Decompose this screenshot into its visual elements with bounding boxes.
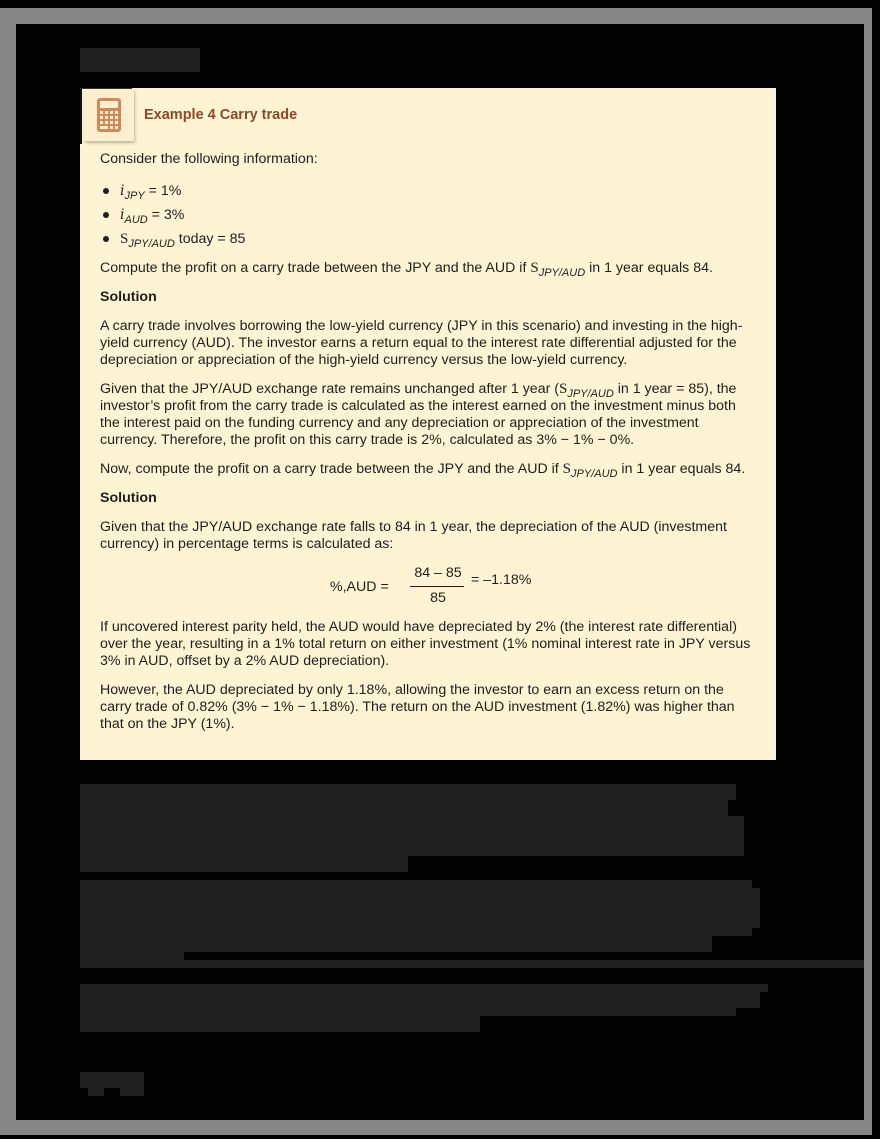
- redacted-page-number: [120, 1088, 144, 1096]
- redacted-footnote: [80, 984, 768, 992]
- corner-mark: [80, 88, 82, 144]
- solution-label-2: Solution: [100, 490, 157, 506]
- solution-paragraph-4: If uncovered interest parity held, the AUD would have depreciated by 2% (the interest rate differential) over the year, resulting in a 1% total return on either investment (1% nominal interest rate in JPY versus 3% in AUD, offset by a 2% AUD depreciation).: [100, 619, 751, 669]
- example-content: [100, 151, 756, 745]
- redacted-page-number: [80, 1072, 144, 1088]
- redacted-paragraph-1: [80, 784, 736, 800]
- calculator-icon-tile: [84, 89, 134, 141]
- info-item-i-jpy: $i_{JPY} = 1\%$: [100, 180, 756, 204]
- solution-paragraph-2: Given that the JPY/AUD exchange rate remains unchanged after 1 year ($S_{JPY/AUD}$ in 1 year = 85), the investor’s profit from the carry trade is calculated as the interest earned on the investment minus both the interest paid on the funding currency and any depreciation or appreciation of the investment currency. Therefore, the profit on this carry trade is 2%, calculated as 3% − 1% − 0%.: [100, 381, 737, 448]
- formula-rhs: = –1.18%: [471, 572, 532, 588]
- example-title: Example 4 Carry trade: [144, 107, 298, 123]
- question-1: Compute the profit on a carry trade between the JPY and the AUD if $S_{JPY/AUD}$ in 1 year equals 84.: [100, 260, 713, 279]
- redacted-paragraph-1: [80, 800, 728, 816]
- solution-label-1: Solution: [100, 289, 157, 305]
- question-2: Now, compute the profit on a carry trade between the JPY and the AUD if $S_{JPY/AUD}$ in 1 year equals 84.: [100, 461, 746, 480]
- calculator-icon: [97, 98, 121, 132]
- redacted-paragraph-2: [80, 888, 760, 928]
- solution-paragraph-5: However, the AUD depreciated by only 1.18%, allowing the investor to earn an excess return on the carry trade of 0.82% (3% − 1% − 1.18%). The return on the AUD investment (1.82%) was higher than that on the JPY (1%).: [100, 682, 735, 732]
- solution-paragraph-3: Given that the JPY/AUD exchange rate falls to 84 in 1 year, the depreciation of the AUD (investment currency) in percentage terms is calculated as:: [100, 519, 727, 552]
- info-item-i-aud: $i_{AUD} = 3\%$: [100, 204, 756, 228]
- redacted-footnote: [80, 1008, 736, 1016]
- redacted-paragraph-2: [80, 952, 184, 960]
- redacted-footnote: [80, 1016, 480, 1032]
- solution-paragraph-1: A carry trade involves borrowing the low-yield currency (JPY in this scenario) and investing in the high-yield currency (AUD). The investor earns a return equal to the interest rate differential adjusted for the depreciation or appreciation of the high-yield currency versus the low-yield currency.: [100, 318, 743, 368]
- example-box: [80, 88, 776, 760]
- box-edge: [772, 88, 776, 760]
- redacted-page-number: [88, 1088, 104, 1096]
- depreciation-formula: [100, 565, 756, 609]
- info-item-spot-rate: $S_{JPY/AUD}$ today = 85: [100, 228, 756, 252]
- formula-numerator: 84 – 85: [414, 565, 462, 581]
- redacted-header: [80, 48, 200, 72]
- redacted-paragraph-2: [80, 936, 712, 952]
- redacted-footnote: [80, 992, 760, 1008]
- formula-lhs: %,AUD =: [330, 579, 389, 595]
- redacted-paragraph-1: [80, 856, 408, 872]
- footnote-separator: [80, 960, 864, 968]
- formula-denominator: 85: [430, 590, 446, 606]
- intro-text: Consider the following information:: [100, 151, 318, 167]
- redacted-paragraph-1: [80, 816, 744, 856]
- fraction-bar: [410, 586, 464, 587]
- info-list: [100, 180, 756, 252]
